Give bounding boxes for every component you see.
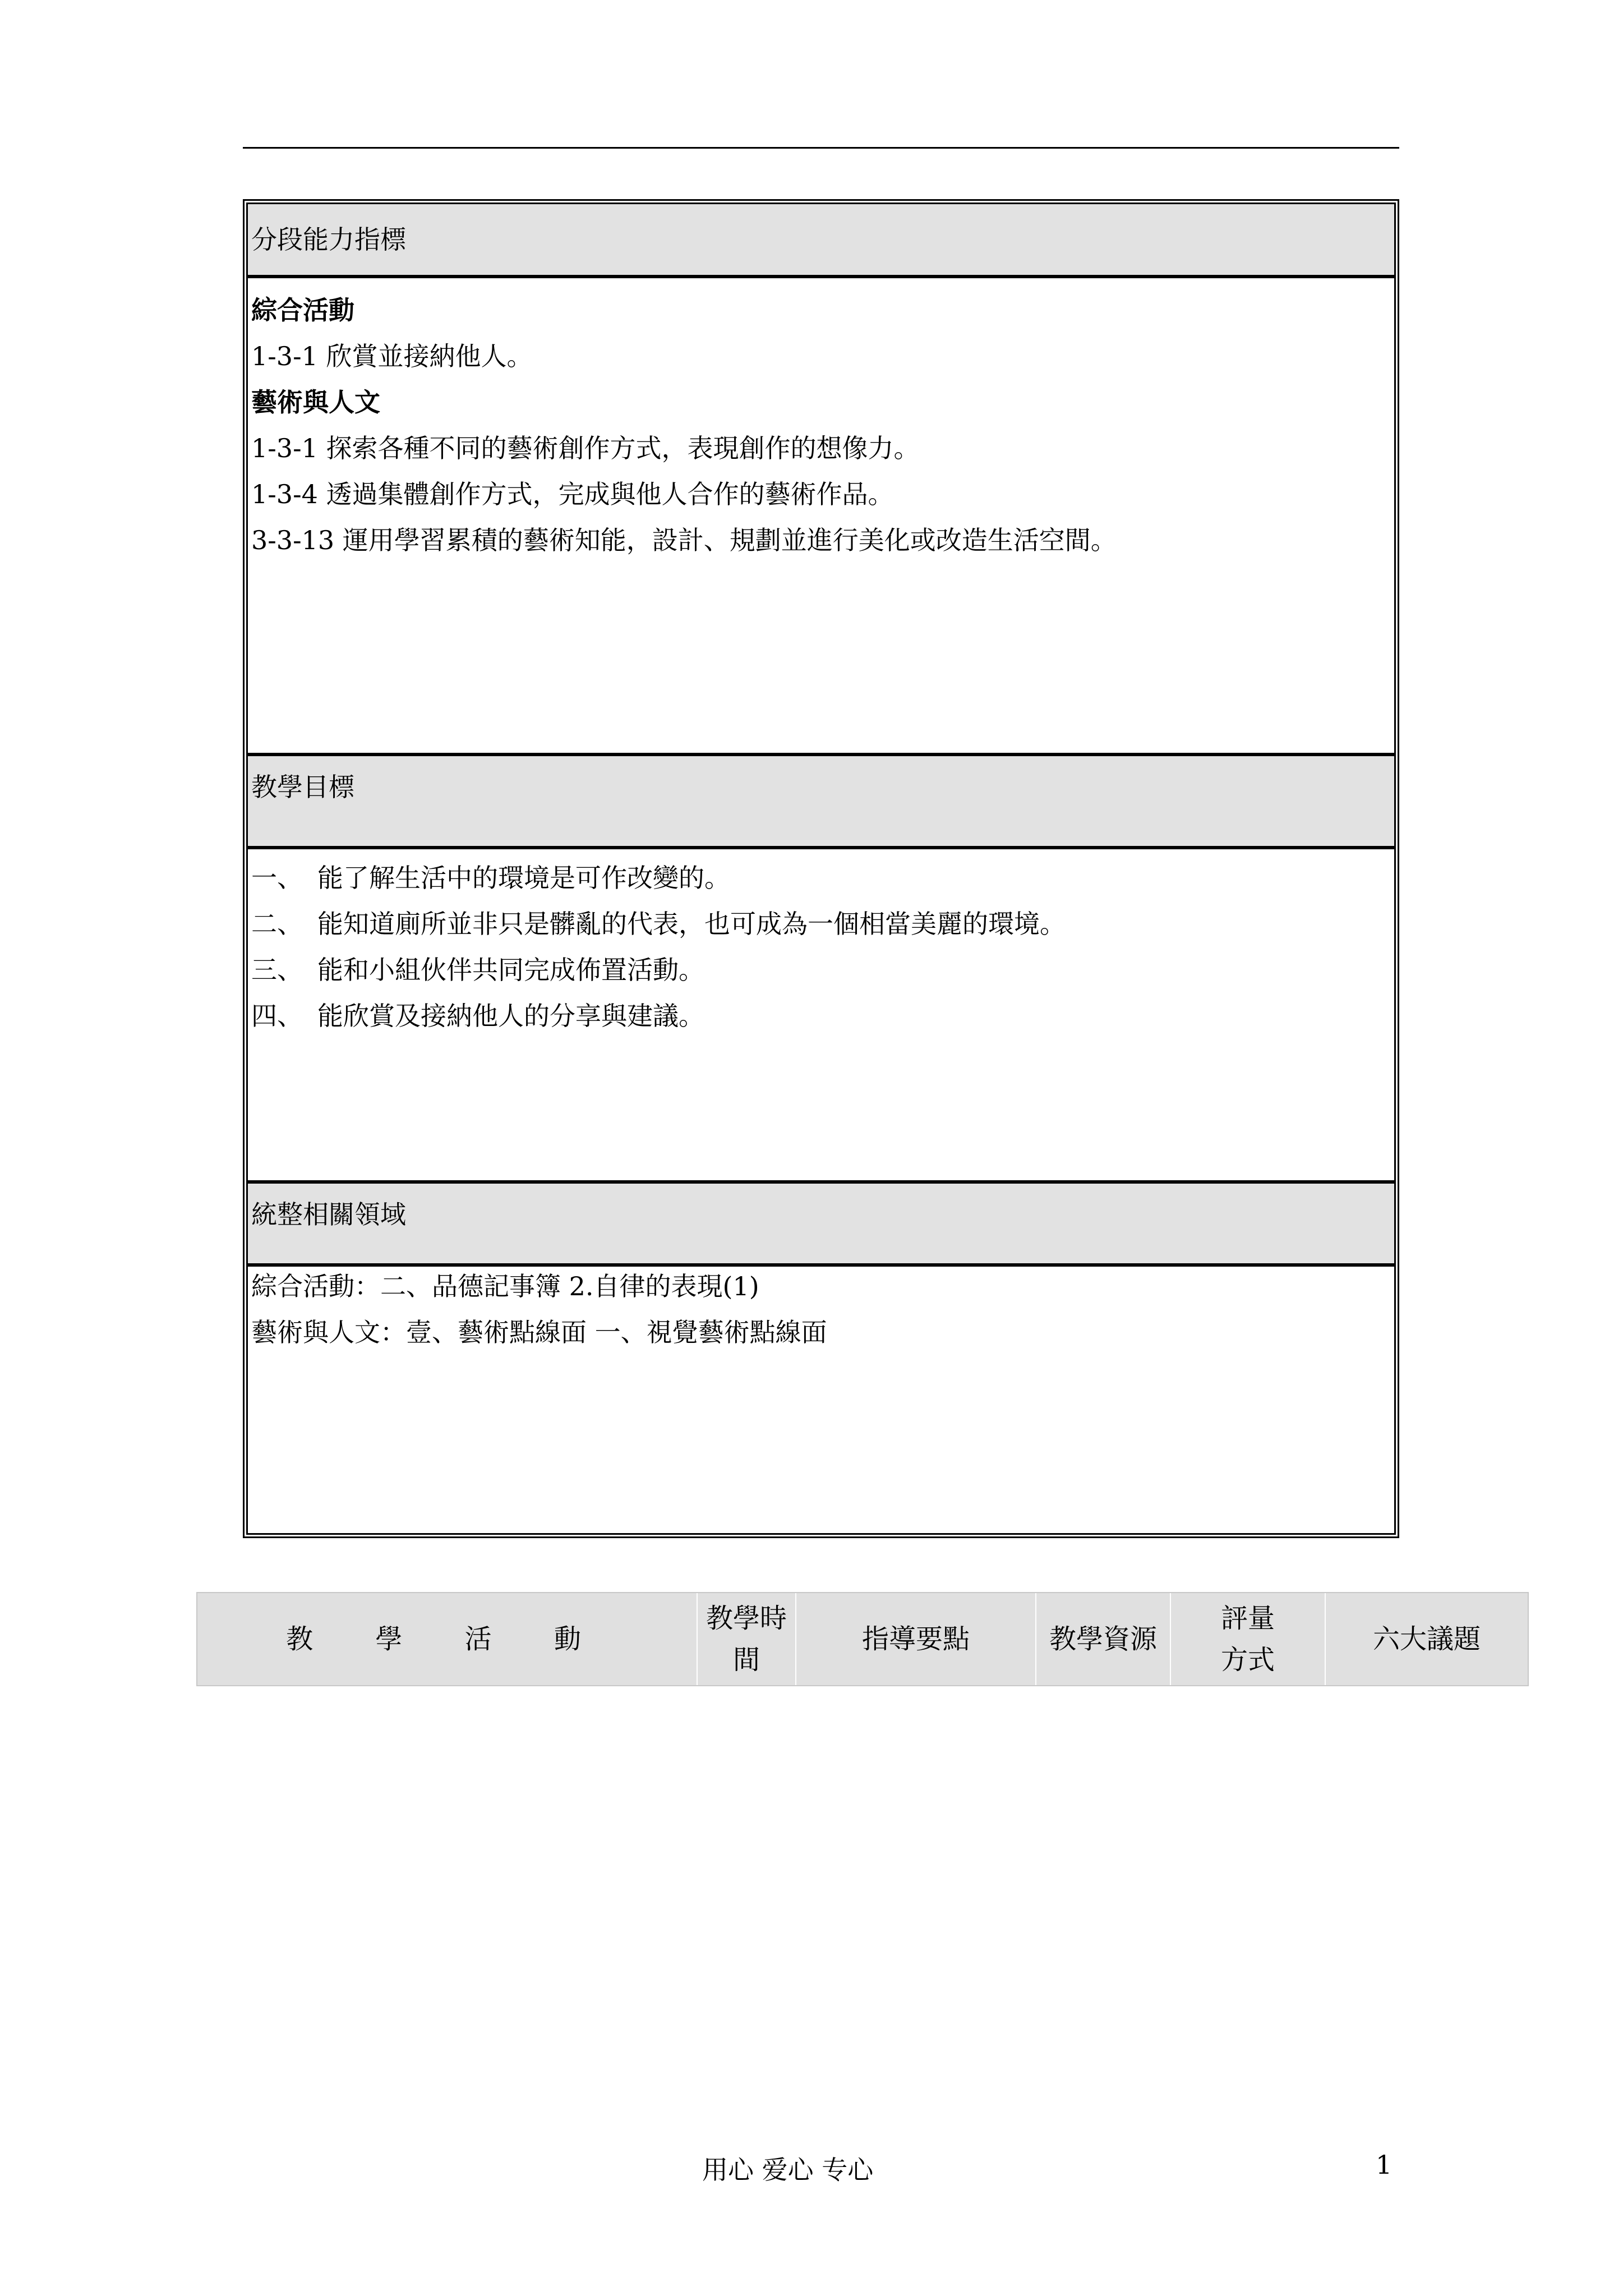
footer-text: 用心 爱心 专心 <box>702 2155 874 2185</box>
header-time <box>697 1593 795 1685</box>
indicator-text: 運用學習累積的藝術知能，設計、規劃並進行美化或改造生活空間。 <box>342 525 1117 555</box>
goal-marker: 一、 <box>251 863 303 893</box>
goals-header: 教學目標 <box>251 772 354 802</box>
header-activity <box>197 1593 697 1685</box>
indicator-item <box>251 333 1117 379</box>
indicators-header: 分段能力指標 <box>251 224 406 255</box>
indicator-code: 1-3-1 <box>251 433 318 463</box>
goal-item <box>251 901 1066 947</box>
indicators-header-row <box>246 203 1396 277</box>
header-resources <box>1035 1593 1170 1685</box>
indicator-code: 1-3-1 <box>251 341 318 371</box>
activity-table-header <box>196 1592 1529 1686</box>
goal-marker: 三、 <box>251 955 303 985</box>
goal-item <box>251 993 1066 1039</box>
page-number: 1 <box>1376 2150 1393 2180</box>
indicator-text: 欣賞並接納他人。 <box>326 341 533 371</box>
goals-body-row <box>246 848 1396 1182</box>
goal-marker: 四、 <box>251 1001 303 1031</box>
goal-item <box>251 947 1066 993</box>
integration-body-row <box>246 1265 1396 1535</box>
goals-header-row <box>246 754 1396 848</box>
indicator-item <box>251 517 1117 563</box>
goal-text: 能和小組伙伴共同完成佈置活動。 <box>317 955 704 985</box>
header-guidance <box>795 1593 1035 1685</box>
group-title: 藝術與人文 <box>251 387 380 417</box>
header-guidance-label: 指導要點 <box>861 1623 970 1655</box>
header-resources-label: 教學資源 <box>1049 1623 1157 1655</box>
goal-text: 能知道廁所並非只是髒亂的代表，也可成為一個相當美麗的環境。 <box>317 909 1066 939</box>
integration-header: 統整相關領域 <box>251 1199 406 1230</box>
header-time-line2: 間 <box>732 1644 760 1676</box>
indicator-text: 探索各種不同的藝術創作方式，表現創作的想像力。 <box>326 433 920 463</box>
group-title: 綜合活動 <box>251 295 354 325</box>
integration-line: 綜合活動：二、品德記事簿 2.自律的表現(1) <box>251 1271 759 1301</box>
header-rule <box>243 147 1399 149</box>
goal-marker: 二、 <box>251 909 303 939</box>
header-assessment <box>1170 1593 1325 1685</box>
header-activity-label: 教 學 活 動 <box>286 1623 608 1655</box>
header-assess-line2: 方式 <box>1220 1644 1275 1676</box>
indicators-body-row <box>246 277 1396 754</box>
header-issues <box>1325 1593 1528 1685</box>
indicator-text: 透過集體創作方式，完成與他人合作的藝術作品。 <box>326 479 894 509</box>
integration-header-row <box>246 1182 1396 1265</box>
header-issues-label: 六大議題 <box>1372 1623 1481 1655</box>
goal-text: 能了解生活中的環境是可作改變的。 <box>317 863 730 893</box>
indicator-code: 1-3-4 <box>251 479 318 509</box>
header-time-line1: 教學時 <box>706 1603 787 1634</box>
goal-text: 能欣賞及接納他人的分享與建議。 <box>317 1001 704 1031</box>
integration-line: 藝術與人文：壹、藝術點線面 一、視覺藝術點線面 <box>251 1317 827 1347</box>
header-assess-line1: 評量 <box>1220 1603 1275 1634</box>
indicator-item <box>251 425 1117 471</box>
indicator-item <box>251 471 1117 517</box>
goal-item <box>251 855 1066 901</box>
indicator-code: 3-3-13 <box>251 525 335 555</box>
